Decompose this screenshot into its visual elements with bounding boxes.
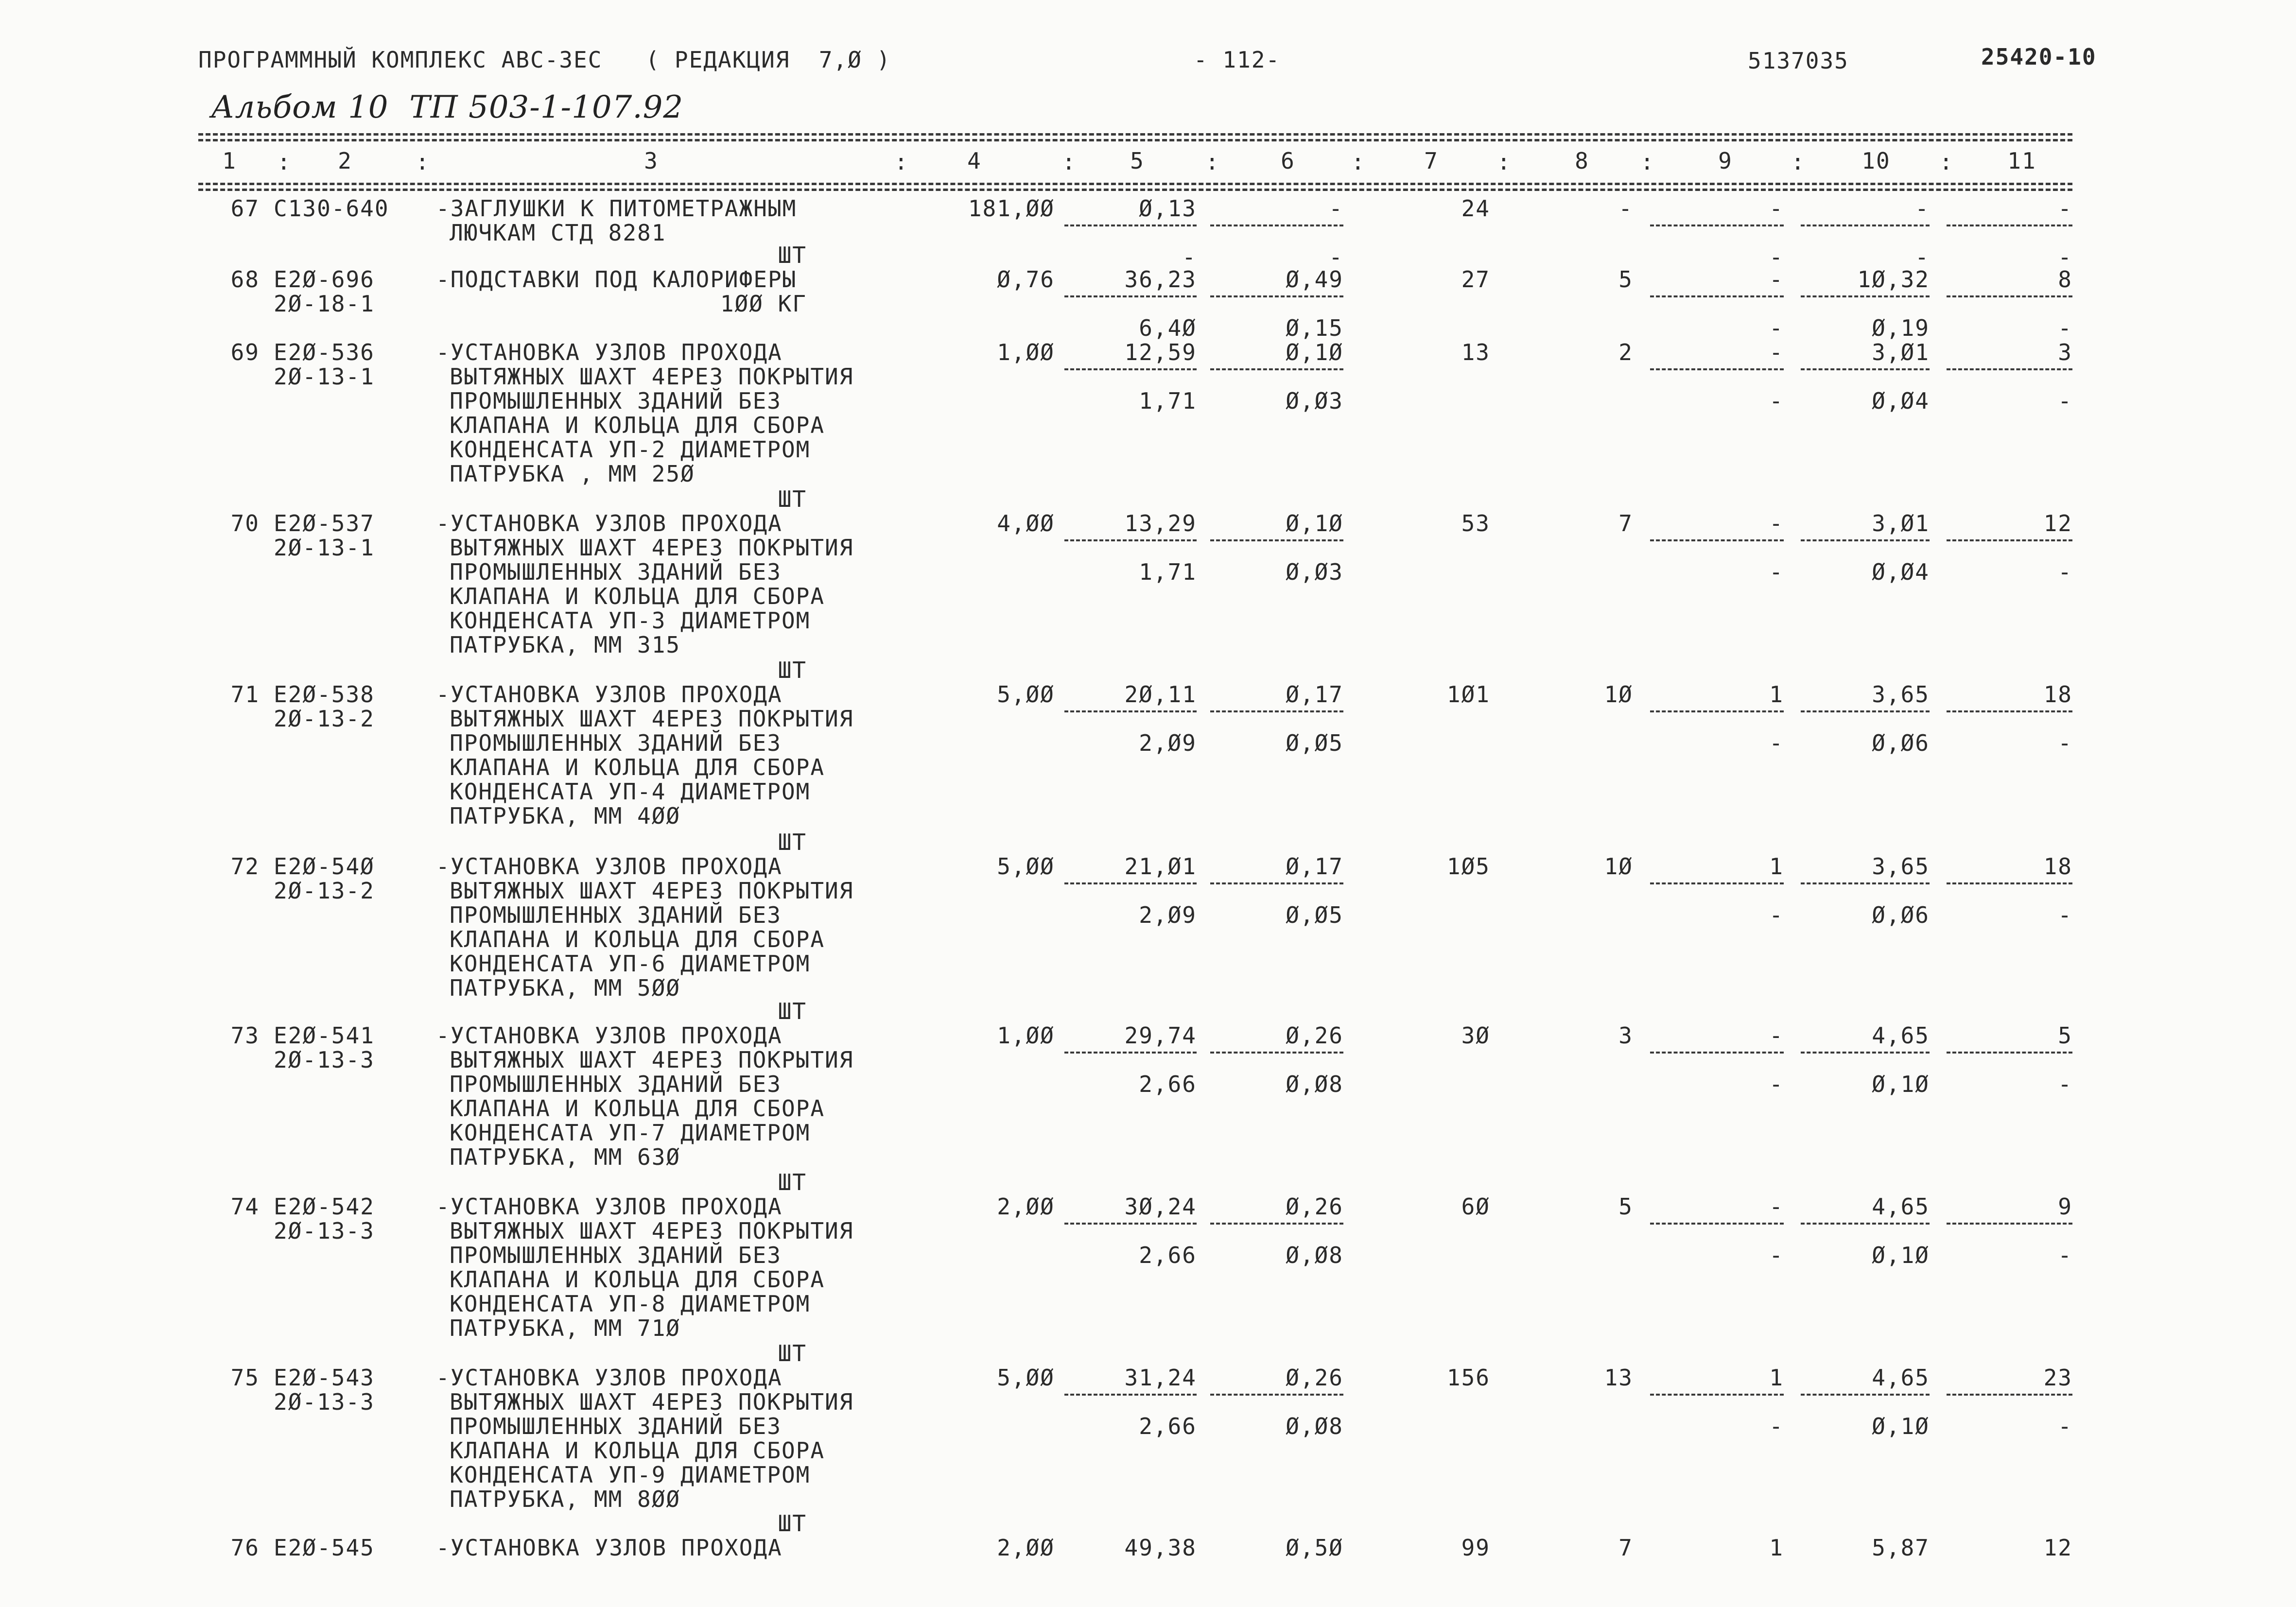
- row-description-line: КЛАПАНА И КОЛЬЦА ДЛЯ СБОРА: [450, 754, 825, 780]
- cell-col-11: 9: [2058, 1193, 2072, 1220]
- cell-col-6: Ø,26: [1286, 1022, 1343, 1049]
- cell-divider: [1801, 225, 1930, 226]
- cell-divider: [1064, 1223, 1197, 1225]
- row-description-line: ПАТРУБКА, ММ 63Ø: [450, 1144, 681, 1170]
- row-description-line: ПРОМЫШЛЕННЫХ ЗДАНИЙ БЕЗ: [450, 1413, 782, 1439]
- row-description-line: ВЫТЯЖНЫХ ШАХТ 4ЕРЕЗ ПОКРЫТИЯ: [450, 1218, 854, 1244]
- cell-divider: [1650, 882, 1784, 884]
- cell-sub-s5: 2,66: [1139, 1242, 1197, 1268]
- row-description-line: ВЫТЯЖНЫХ ШАХТ 4ЕРЕЗ ПОКРЫТИЯ: [450, 878, 854, 904]
- cell-col-9: -: [1769, 1022, 1784, 1049]
- cell-col-6: Ø,1Ø: [1286, 510, 1343, 536]
- row-code: С130-640: [274, 195, 389, 222]
- cell-divider: [1947, 1223, 2072, 1225]
- cell-divider: [1801, 882, 1930, 884]
- column-number: 4: [967, 148, 982, 174]
- cell-col-8: 7: [1618, 510, 1633, 536]
- cell-col-7: 1Ø5: [1446, 853, 1490, 880]
- column-number: 5: [1130, 148, 1145, 174]
- cell-col-6: Ø,5Ø: [1286, 1535, 1343, 1561]
- cell-col-8: 5: [1618, 1193, 1633, 1220]
- cell-sub-s5: 2,66: [1139, 1071, 1197, 1097]
- cell-col-9: -: [1769, 266, 1784, 293]
- cell-sub-s11: -: [2058, 1071, 2072, 1097]
- cell-col-7: 6Ø: [1461, 1193, 1490, 1220]
- row-description-line: -УСТАНОВКА УЗЛОВ ПРОХОДА: [436, 1365, 783, 1391]
- row-description-line: ПРОМЫШЛЕННЫХ ЗДАНИЙ БЕЗ: [450, 559, 782, 585]
- cell-sub-s5: 2,Ø9: [1139, 730, 1197, 756]
- column-number: 7: [1424, 148, 1439, 174]
- row-description-line: -ПОДСТАВКИ ПОД КАЛОРИФЕРЫ: [436, 266, 797, 293]
- cell-col-8: 13: [1604, 1365, 1633, 1391]
- cell-col-6: Ø,1Ø: [1286, 339, 1343, 365]
- row-number: 70: [230, 510, 260, 536]
- row-unit: ШТ: [778, 657, 807, 683]
- row-unit: ШТ: [778, 242, 807, 268]
- cell-col-4: 1,ØØ: [997, 1022, 1055, 1049]
- cell-col-10: 4,65: [1872, 1022, 1930, 1049]
- row-description-line: КЛАПАНА И КОЛЬЦА ДЛЯ СБОРА: [450, 583, 825, 609]
- cell-col-8: 2: [1618, 339, 1633, 365]
- row-description-line: -УСТАНОВКА УЗЛОВ ПРОХОДА: [436, 1193, 783, 1220]
- column-number: 6: [1281, 148, 1295, 174]
- row-description-line: ПРОМЫШЛЕННЫХ ЗДАНИЙ БЕЗ: [450, 388, 782, 414]
- cell-sub-s9: -: [1769, 244, 1784, 270]
- cell-divider: [1947, 295, 2072, 297]
- cell-col-9: -: [1769, 339, 1784, 365]
- cell-col-6: Ø,17: [1286, 681, 1343, 708]
- cell-sub-s5: -: [1182, 244, 1197, 270]
- cell-sub-s10: Ø,1Ø: [1872, 1413, 1930, 1439]
- cell-col-4: 1,ØØ: [997, 339, 1055, 365]
- cell-sub-s9: -: [1769, 559, 1784, 585]
- cell-col-4: 181,ØØ: [968, 195, 1055, 222]
- cell-col-7: 13: [1461, 339, 1490, 365]
- cell-col-4: 4,ØØ: [997, 510, 1055, 536]
- cell-divider: [1064, 1052, 1197, 1054]
- cell-col-10: 3,Ø1: [1872, 339, 1930, 365]
- column-separator: :: [1351, 149, 1366, 175]
- row-description-line: КОНДЕНСАТА УП-3 ДИАМЕТРОМ: [450, 607, 811, 634]
- cell-col-5: 29,74: [1124, 1022, 1197, 1049]
- column-separator: :: [1497, 149, 1512, 175]
- cell-divider: [1947, 1052, 2072, 1054]
- cell-divider: [1210, 539, 1343, 541]
- cell-sub-s6: Ø,Ø3: [1286, 559, 1343, 585]
- cell-divider: [1650, 1052, 1784, 1054]
- cell-divider: [1210, 368, 1343, 370]
- cell-divider: [1650, 225, 1784, 226]
- cell-col-4: 5,ØØ: [997, 681, 1055, 708]
- row-code-secondary: 2Ø-18-1: [274, 291, 375, 317]
- album-handwritten-label: Альбом 10 ТП 503-1-107.92: [211, 89, 684, 125]
- row-unit: ШТ: [778, 998, 807, 1024]
- row-code: Е2Ø-545: [274, 1535, 375, 1561]
- cell-sub-s6: -: [1329, 244, 1343, 270]
- cell-col-11: 23: [2043, 1365, 2072, 1391]
- cell-col-4: 5,ØØ: [997, 1365, 1055, 1391]
- cell-col-11: 12: [2043, 1535, 2072, 1561]
- cell-col-10: 3,Ø1: [1872, 510, 1930, 536]
- row-description-line: -УСТАНОВКА УЗЛОВ ПРОХОДА: [436, 339, 783, 365]
- row-code-secondary: 2Ø-13-2: [274, 706, 375, 732]
- cell-sub-s10: -: [1915, 244, 1930, 270]
- row-unit: 1ØØ КГ: [720, 291, 807, 317]
- cell-divider: [1064, 882, 1197, 884]
- cell-divider: [1947, 710, 2072, 712]
- row-code: Е2Ø-542: [274, 1193, 375, 1220]
- header-bottom-rule-2: [198, 189, 2072, 191]
- column-number: 11: [2007, 148, 2036, 174]
- row-code-secondary: 2Ø-13-2: [274, 878, 375, 904]
- row-description-line: КЛАПАНА И КОЛЬЦА ДЛЯ СБОРА: [450, 1266, 825, 1293]
- cell-col-5: 3Ø,24: [1124, 1193, 1197, 1220]
- cell-divider: [1650, 1223, 1784, 1225]
- header-top-rule: [198, 133, 2072, 136]
- row-description-line: -ЗАГЛУШКИ К ПИТОМЕТРАЖНЫМ: [436, 195, 797, 222]
- cell-divider: [1064, 295, 1197, 297]
- cell-divider: [1210, 1052, 1343, 1054]
- cell-col-7: 1Ø1: [1446, 681, 1490, 708]
- header-top-rule-2: [198, 139, 2072, 141]
- cell-col-9: 1: [1769, 681, 1784, 708]
- program-title: ПРОГРАММНЫЙ КОМПЛЕКС АВС-3ЕС ( РЕДАКЦИЯ 7,Ø ): [198, 47, 891, 73]
- row-number: 69: [230, 339, 260, 365]
- cell-col-5: 49,38: [1124, 1535, 1197, 1561]
- row-description-line: КОНДЕНСАТА УП-6 ДИАМЕТРОМ: [450, 950, 811, 977]
- cell-divider: [1947, 225, 2072, 226]
- cell-col-8: 3: [1618, 1022, 1633, 1049]
- row-description-line: ПАТРУБКА, ММ 5ØØ: [450, 975, 681, 1001]
- row-code-secondary: 2Ø-13-1: [274, 363, 375, 390]
- row-code: Е2Ø-54Ø: [274, 853, 375, 880]
- row-number: 67: [230, 195, 260, 222]
- cell-sub-s9: -: [1769, 1413, 1784, 1439]
- cell-divider: [1064, 539, 1197, 541]
- row-unit: ШТ: [778, 1340, 807, 1366]
- cell-col-8: 5: [1618, 266, 1633, 293]
- cell-divider: [1801, 1394, 1930, 1396]
- cell-divider: [1801, 539, 1930, 541]
- cell-sub-s9: -: [1769, 730, 1784, 756]
- row-description-line: -УСТАНОВКА УЗЛОВ ПРОХОДА: [436, 1022, 783, 1049]
- row-description-line: ВЫТЯЖНЫХ ШАХТ 4ЕРЕЗ ПОКРЫТИЯ: [450, 1389, 854, 1415]
- row-number: 73: [230, 1022, 260, 1049]
- cell-col-5: 13,29: [1124, 510, 1197, 536]
- cell-divider: [1801, 1052, 1930, 1054]
- row-description-line: КОНДЕНСАТА УП-9 ДИАМЕТРОМ: [450, 1462, 811, 1488]
- row-description-line: ПАТРУБКА , ММ 25Ø: [450, 461, 695, 487]
- cell-col-9: -: [1769, 1193, 1784, 1220]
- cell-sub-s10: Ø,1Ø: [1872, 1071, 1930, 1097]
- cell-col-10: 4,65: [1872, 1365, 1930, 1391]
- cell-sub-s9: -: [1769, 1242, 1784, 1268]
- cell-col-7: 24: [1461, 195, 1490, 222]
- row-description-line: ПРОМЫШЛЕННЫХ ЗДАНИЙ БЕЗ: [450, 1242, 782, 1268]
- cell-sub-s11: -: [2058, 1242, 2072, 1268]
- row-code: Е2Ø-538: [274, 681, 375, 708]
- header-bottom-rule: [198, 183, 2072, 185]
- row-description-line: ПРОМЫШЛЕННЫХ ЗДАНИЙ БЕЗ: [450, 1071, 782, 1097]
- row-code: Е2Ø-537: [274, 510, 375, 536]
- cell-col-5: 21,Ø1: [1124, 853, 1197, 880]
- cell-col-8: -: [1618, 195, 1633, 222]
- cell-col-9: 1: [1769, 853, 1784, 880]
- row-description-line: ПАТРУБКА, ММ 8ØØ: [450, 1486, 681, 1512]
- page-number: - 112-: [1194, 47, 1281, 73]
- row-description-line: КЛАПАНА И КОЛЬЦА ДЛЯ СБОРА: [450, 926, 825, 952]
- cell-col-9: 1: [1769, 1535, 1784, 1561]
- cell-sub-s6: Ø,Ø8: [1286, 1413, 1343, 1439]
- cell-sub-s6: Ø,15: [1286, 315, 1343, 341]
- row-description-line: КОНДЕНСАТА УП-7 ДИАМЕТРОМ: [450, 1120, 811, 1146]
- cell-sub-s11: -: [2058, 244, 2072, 270]
- row-unit: ШТ: [778, 486, 807, 512]
- cell-col-11: 8: [2058, 266, 2072, 293]
- cell-col-7: 156: [1446, 1365, 1490, 1391]
- column-number: 10: [1861, 148, 1891, 174]
- cell-col-6: Ø,49: [1286, 266, 1343, 293]
- cell-divider: [1801, 295, 1930, 297]
- cell-sub-s5: 2,66: [1139, 1413, 1197, 1439]
- cell-sub-s9: -: [1769, 315, 1784, 341]
- cell-col-11: 18: [2043, 853, 2072, 880]
- row-description-line: ВЫТЯЖНЫХ ШАХТ 4ЕРЕЗ ПОКРЫТИЯ: [450, 706, 854, 732]
- column-number: 2: [338, 148, 352, 174]
- cell-col-5: 2Ø,11: [1124, 681, 1197, 708]
- row-code: Е2Ø-536: [274, 339, 375, 365]
- cell-divider: [1650, 539, 1784, 541]
- column-number: 8: [1575, 148, 1589, 174]
- row-description-line: ПАТРУБКА, ММ 4ØØ: [450, 803, 681, 829]
- row-number: 72: [230, 853, 260, 880]
- row-code-secondary: 2Ø-13-3: [274, 1218, 375, 1244]
- cell-divider: [1947, 539, 2072, 541]
- cell-col-10: 3,65: [1872, 681, 1930, 708]
- column-separator: :: [1205, 149, 1220, 175]
- row-code-secondary: 2Ø-13-1: [274, 535, 375, 561]
- cell-sub-s5: 1,71: [1139, 559, 1197, 585]
- cell-sub-s5: 2,Ø9: [1139, 902, 1197, 928]
- cell-col-5: 31,24: [1124, 1365, 1197, 1391]
- cell-divider: [1210, 1394, 1343, 1396]
- cell-col-8: 1Ø: [1604, 681, 1633, 708]
- cell-sub-s9: -: [1769, 388, 1784, 414]
- cell-col-11: 18: [2043, 681, 2072, 708]
- row-description-line: КОНДЕНСАТА УП-8 ДИАМЕТРОМ: [450, 1291, 811, 1317]
- cell-divider: [1650, 368, 1784, 370]
- cell-col-10: 1Ø,32: [1857, 266, 1930, 293]
- cell-divider: [1650, 1394, 1784, 1396]
- row-number: 74: [230, 1193, 260, 1220]
- cell-col-7: 53: [1461, 510, 1490, 536]
- row-description-line: КЛАПАНА И КОЛЬЦА ДЛЯ СБОРА: [450, 1437, 825, 1464]
- cell-sub-s11: -: [2058, 1413, 2072, 1439]
- cell-col-7: 99: [1461, 1535, 1490, 1561]
- cell-col-10: 3,65: [1872, 853, 1930, 880]
- row-unit: ШТ: [778, 1169, 807, 1195]
- cell-sub-s11: -: [2058, 730, 2072, 756]
- cell-sub-s6: Ø,Ø5: [1286, 730, 1343, 756]
- row-description-line: -УСТАНОВКА УЗЛОВ ПРОХОДА: [436, 1535, 783, 1561]
- row-number: 76: [230, 1535, 260, 1561]
- row-description-line: ЛЮЧКАМ СТД 8281: [450, 220, 666, 246]
- row-description-line: ПАТРУБКА, ММ 71Ø: [450, 1315, 681, 1341]
- cell-col-7: 3Ø: [1461, 1022, 1490, 1049]
- cell-divider: [1801, 368, 1930, 370]
- cell-divider: [1947, 368, 2072, 370]
- row-code-secondary: 2Ø-13-3: [274, 1389, 375, 1415]
- cell-col-7: 27: [1461, 266, 1490, 293]
- cell-col-6: Ø,17: [1286, 853, 1343, 880]
- document-code: 5137035: [1748, 48, 1849, 74]
- cell-divider: [1210, 225, 1343, 226]
- cell-divider: [1650, 710, 1784, 712]
- column-separator: :: [277, 149, 292, 175]
- cell-divider: [1947, 1394, 2072, 1396]
- cell-col-4: Ø,76: [997, 266, 1055, 293]
- cell-col-11: 5: [2058, 1022, 2072, 1049]
- column-separator: :: [1791, 149, 1806, 175]
- cell-col-11: 3: [2058, 339, 2072, 365]
- cell-col-8: 7: [1618, 1535, 1633, 1561]
- cell-sub-s11: -: [2058, 315, 2072, 341]
- cell-sub-s10: Ø,Ø6: [1872, 730, 1930, 756]
- cell-sub-s9: -: [1769, 902, 1784, 928]
- column-separator: :: [1062, 149, 1077, 175]
- cell-col-5: Ø,13: [1139, 195, 1197, 222]
- cell-sub-s5: 1,71: [1139, 388, 1197, 414]
- row-description-line: ВЫТЯЖНЫХ ШАХТ 4ЕРЕЗ ПОКРЫТИЯ: [450, 1047, 854, 1073]
- row-description-line: ПРОМЫШЛЕННЫХ ЗДАНИЙ БЕЗ: [450, 730, 782, 756]
- cell-col-9: -: [1769, 195, 1784, 222]
- cell-col-9: -: [1769, 510, 1784, 536]
- row-unit: ШТ: [778, 829, 807, 855]
- cell-divider: [1210, 1223, 1343, 1225]
- row-number: 71: [230, 681, 260, 708]
- cell-divider: [1650, 295, 1784, 297]
- cell-divider: [1064, 225, 1197, 226]
- cell-col-9: 1: [1769, 1365, 1784, 1391]
- cell-sub-s10: Ø,Ø4: [1872, 559, 1930, 585]
- cell-sub-s6: Ø,Ø5: [1286, 902, 1343, 928]
- cell-col-8: 1Ø: [1604, 853, 1633, 880]
- row-description-line: КЛАПАНА И КОЛЬЦА ДЛЯ СБОРА: [450, 412, 825, 438]
- cell-sub-s6: Ø,Ø3: [1286, 388, 1343, 414]
- cell-divider: [1064, 368, 1197, 370]
- cell-col-11: 12: [2043, 510, 2072, 536]
- cell-sub-s10: Ø,1Ø: [1872, 1242, 1930, 1268]
- cell-sub-s5: 6,4Ø: [1139, 315, 1197, 341]
- cell-col-10: 4,65: [1872, 1193, 1930, 1220]
- cell-col-6: -: [1329, 195, 1343, 222]
- column-separator: :: [1640, 149, 1655, 175]
- row-description-line: -УСТАНОВКА УЗЛОВ ПРОХОДА: [436, 510, 783, 536]
- cell-col-4: 5,ØØ: [997, 853, 1055, 880]
- column-number: 1: [222, 148, 237, 174]
- row-description-line: -УСТАНОВКА УЗЛОВ ПРОХОДА: [436, 681, 783, 708]
- row-code: Е2Ø-543: [274, 1365, 375, 1391]
- cell-sub-s10: Ø,19: [1872, 315, 1930, 341]
- cell-sub-s11: -: [2058, 902, 2072, 928]
- row-description-line: КОНДЕНСАТА УП-4 ДИАМЕТРОМ: [450, 778, 811, 805]
- row-code: Е2Ø-541: [274, 1022, 375, 1049]
- cell-divider: [1064, 710, 1197, 712]
- column-number: 3: [644, 148, 659, 174]
- cell-sub-s9: -: [1769, 1071, 1784, 1097]
- column-number: 9: [1718, 148, 1733, 174]
- row-number: 68: [230, 266, 260, 293]
- row-description-line: ПАТРУБКА, ММ 315: [450, 632, 681, 658]
- row-code-secondary: 2Ø-13-3: [274, 1047, 375, 1073]
- row-description-line: -УСТАНОВКА УЗЛОВ ПРОХОДА: [436, 853, 783, 880]
- cell-col-6: Ø,26: [1286, 1365, 1343, 1391]
- cell-col-4: 2,ØØ: [997, 1193, 1055, 1220]
- cell-col-4: 2,ØØ: [997, 1535, 1055, 1561]
- cell-divider: [1947, 882, 2072, 884]
- row-number: 75: [230, 1365, 260, 1391]
- cell-divider: [1064, 1394, 1197, 1396]
- cell-col-11: -: [2058, 195, 2072, 222]
- cell-col-10: -: [1915, 195, 1930, 222]
- cell-col-5: 12,59: [1124, 339, 1197, 365]
- column-separator: :: [416, 149, 430, 175]
- cell-sub-s11: -: [2058, 388, 2072, 414]
- cell-sub-s10: Ø,Ø6: [1872, 902, 1930, 928]
- row-description-line: ПРОМЫШЛЕННЫХ ЗДАНИЙ БЕЗ: [450, 902, 782, 928]
- column-separator: :: [1939, 149, 1954, 175]
- row-description-line: КОНДЕНСАТА УП-2 ДИАМЕТРОМ: [450, 436, 811, 463]
- cell-sub-s6: Ø,Ø8: [1286, 1071, 1343, 1097]
- cell-divider: [1801, 1223, 1930, 1225]
- cell-col-10: 5,87: [1872, 1535, 1930, 1561]
- cell-col-6: Ø,26: [1286, 1193, 1343, 1220]
- cell-sub-s10: Ø,Ø4: [1872, 388, 1930, 414]
- row-description-line: ВЫТЯЖНЫХ ШАХТ 4ЕРЕЗ ПОКРЫТИЯ: [450, 535, 854, 561]
- sheet-reference: 25420-10: [1981, 44, 2097, 70]
- cell-divider: [1210, 295, 1343, 297]
- cell-sub-s11: -: [2058, 559, 2072, 585]
- row-code: Е2Ø-696: [274, 266, 375, 293]
- column-separator: :: [894, 149, 909, 175]
- cell-col-5: 36,23: [1124, 266, 1197, 293]
- cell-divider: [1801, 710, 1930, 712]
- cell-divider: [1210, 710, 1343, 712]
- cell-sub-s6: Ø,Ø8: [1286, 1242, 1343, 1268]
- row-description-line: КЛАПАНА И КОЛЬЦА ДЛЯ СБОРА: [450, 1095, 825, 1122]
- row-unit: ШТ: [778, 1510, 807, 1537]
- row-description-line: ВЫТЯЖНЫХ ШАХТ 4ЕРЕЗ ПОКРЫТИЯ: [450, 363, 854, 390]
- cell-divider: [1210, 882, 1343, 884]
